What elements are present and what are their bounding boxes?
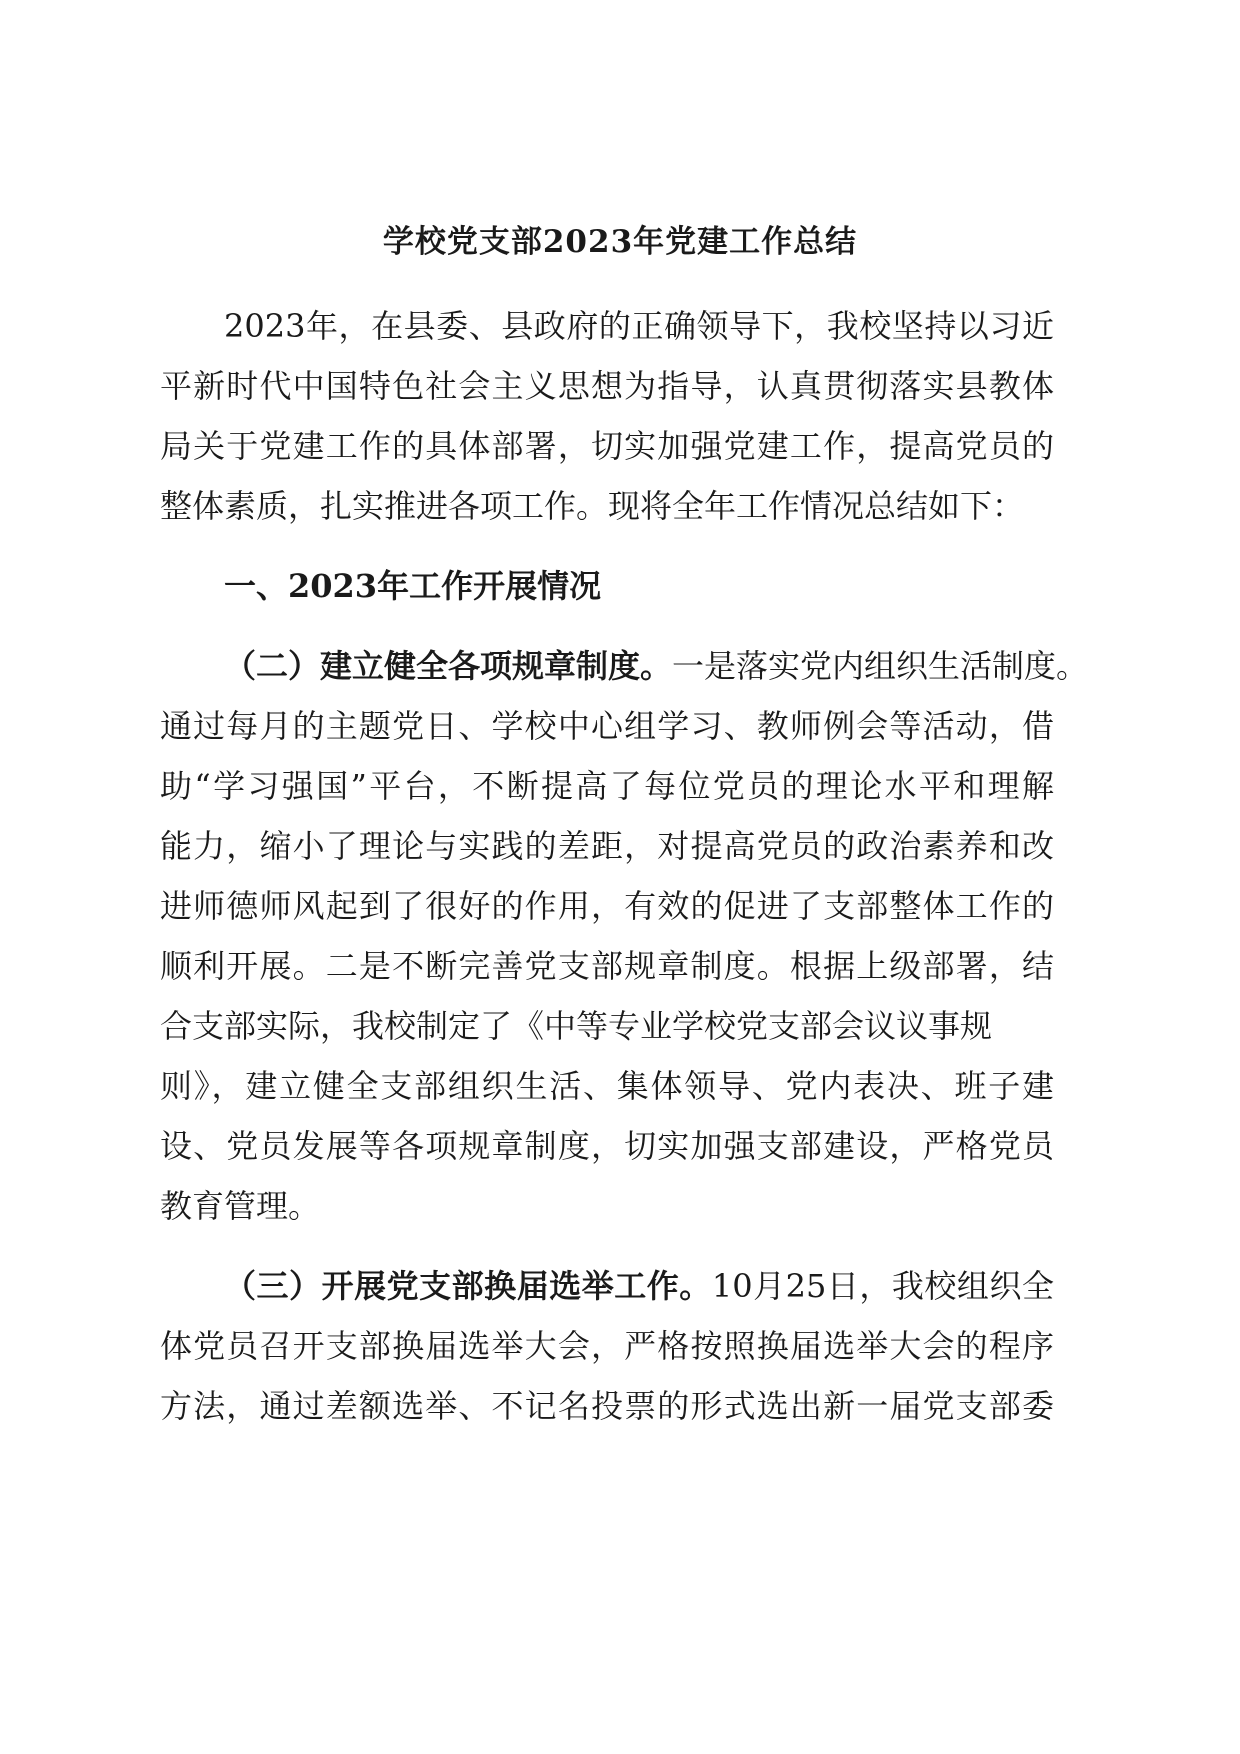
section2-line: 则》，建立健全支部组织生活、集体领导、党内表决、班子建 (160, 1067, 1054, 1105)
section3-line: 体党员召开支部换届选举大会，严格按照换届选举大会的程序 (160, 1327, 1054, 1365)
document-title: 学校党支部2023年党建工作总结 (382, 224, 858, 260)
section3-first-line (224, 1266, 1054, 1306)
section3-line: 方法，通过差额选举、不记名投票的形式选出新一届党支部委 (160, 1387, 1054, 1425)
section3-heading: （三）开展党支部换届选举工作。 (224, 1267, 712, 1305)
section3-first-line-text: 10月25日，我校组织全 (711, 1267, 1054, 1305)
section2-line: 教育管理。 (160, 1187, 321, 1225)
intro-line: 平新时代中国特色社会主义思想为指导，认真贯彻落实县教体 (160, 367, 1054, 405)
intro-line: 整体素质，扎实推进各项工作。现将全年工作情况总结如下： (160, 487, 1025, 525)
section2-line: 助“学习强国”平台，不断提高了每位党员的理论水平和理解 (160, 767, 1054, 805)
section2-line: 能力，缩小了理论与实践的差距，对提高党员的政治素养和改 (160, 827, 1054, 865)
intro-line: 2023年，在县委、县政府的正确领导下，我校坚持以习近 (224, 307, 1054, 345)
section2-line: 顺利开展。二是不断完善党支部规章制度。根据上级部署，结 (160, 947, 1054, 985)
section2-heading: （二）建立健全各项规章制度。 (224, 647, 673, 685)
section2-line: 设、党员发展等各项规章制度，切实加强支部建设，严格党员 (160, 1127, 1054, 1165)
section2-first-line-text: 一是落实党内组织生活制度。 (672, 647, 1089, 685)
section2-line: 通过每月的主题党日、学校中心组学习、教师例会等活动，借 (160, 707, 1054, 745)
section2-line: 合支部实际，我校制定了《中等专业学校党支部会议议事规 (160, 1007, 993, 1045)
section-heading: 一、2023年工作开展情况 (224, 567, 602, 605)
section2-line: 进师德师风起到了很好的作用，有效的促进了支部整体工作的 (160, 887, 1054, 925)
section2-first-line (224, 646, 1088, 686)
intro-line: 局关于党建工作的具体部署，切实加强党建工作，提高党员的 (160, 427, 1054, 465)
